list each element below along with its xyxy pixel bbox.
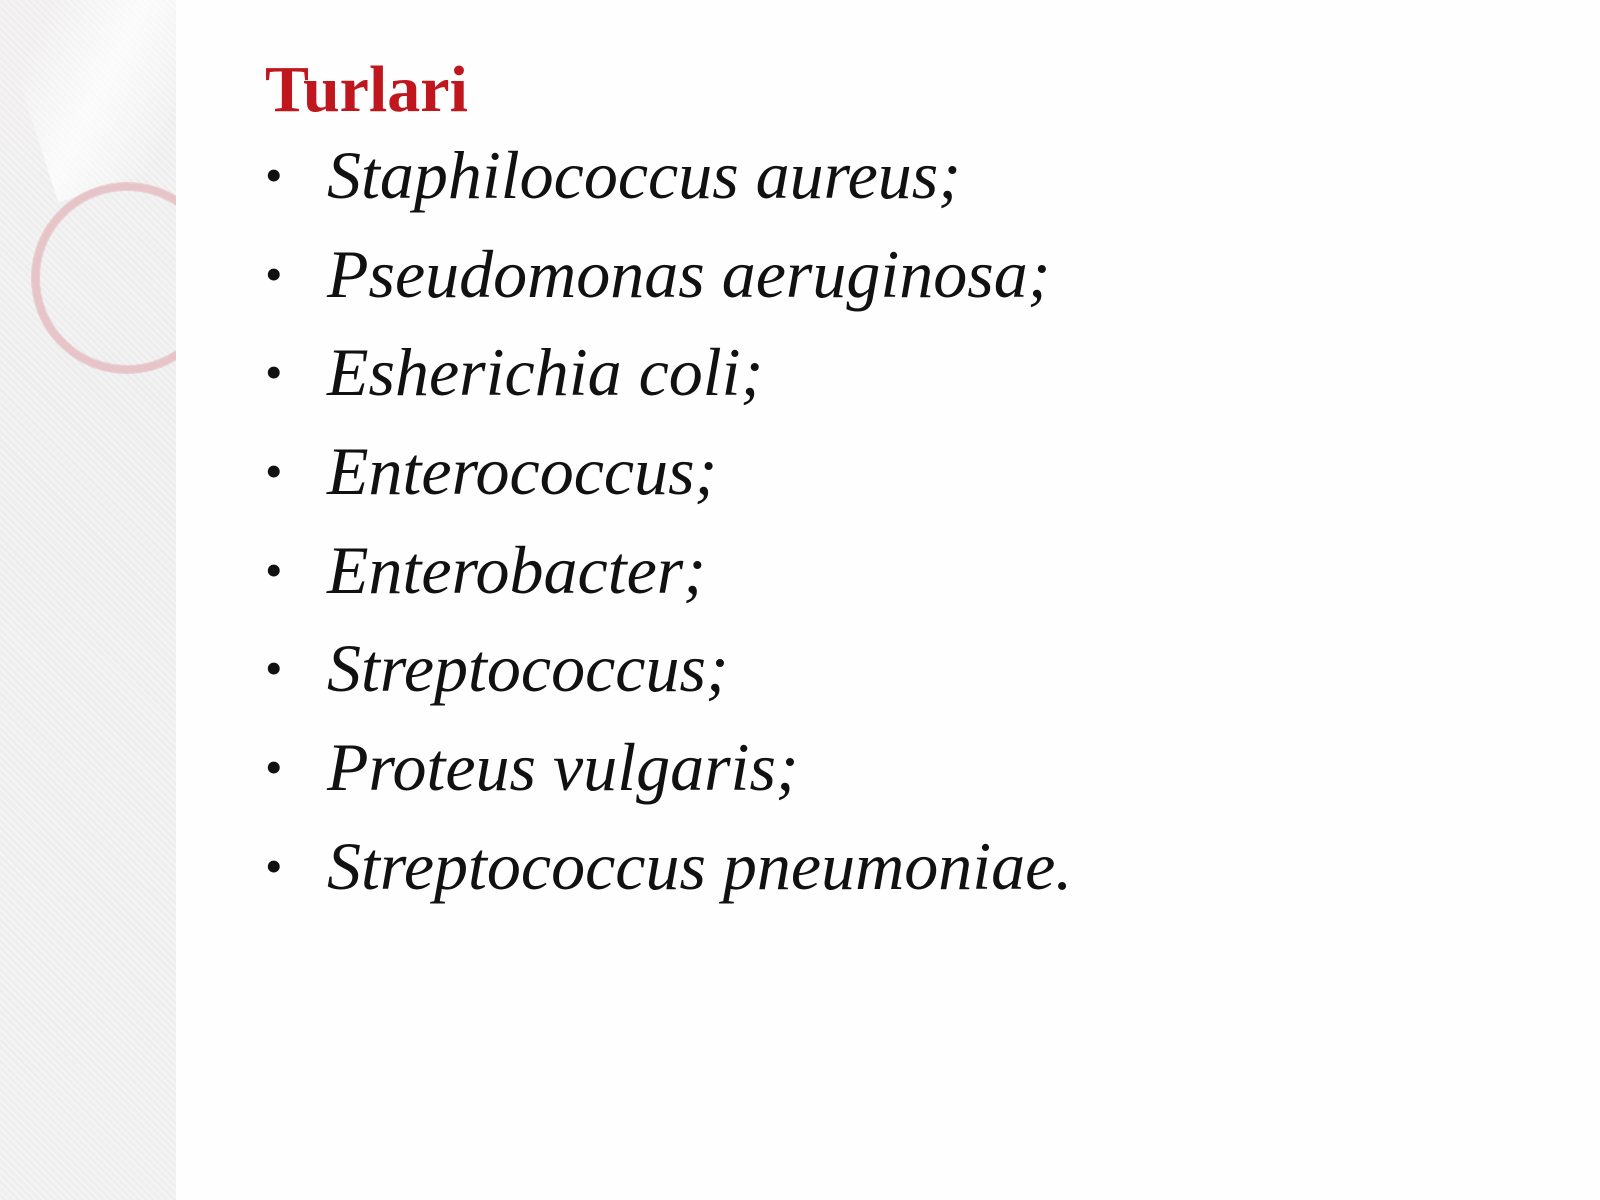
- bullet-icon: •: [265, 739, 283, 796]
- decorative-ring-clip: [0, 0, 176, 1200]
- list-item-text: Enterobacter;: [327, 531, 706, 608]
- list-item: [265, 728, 1515, 827]
- list-item-text: Streptococcus pneumoniae.: [327, 827, 1073, 904]
- list-item-text: Enterococcus;: [327, 433, 718, 510]
- list-item: [265, 136, 1515, 235]
- bullet-icon: •: [265, 541, 283, 598]
- bullet-icon: •: [265, 837, 283, 894]
- slide-content: [265, 48, 1515, 926]
- list-item: [265, 432, 1515, 531]
- bullet-icon: •: [265, 147, 283, 203]
- list-item: [265, 629, 1515, 728]
- list-item-text: Proteus vulgaris;: [327, 729, 799, 806]
- bullet-icon: •: [265, 344, 283, 401]
- bullet-list: [265, 136, 1515, 926]
- list-item: [265, 531, 1515, 630]
- list-item-text: Streptococcus;: [327, 630, 729, 707]
- list-item-text: Pseudomonas aeruginosa;: [327, 235, 1051, 312]
- bullet-icon: •: [265, 640, 283, 697]
- list-item: [265, 827, 1515, 926]
- list-item: [265, 235, 1515, 334]
- decorative-ring-icon: [32, 183, 176, 373]
- list-item-text: Staphilococcus aureus;: [327, 137, 961, 213]
- list-item-text: Esherichia coli;: [327, 334, 764, 411]
- list-item: [265, 333, 1515, 432]
- bullet-icon: •: [265, 443, 283, 500]
- bullet-icon: •: [265, 245, 283, 302]
- slide-title: Turlari: [265, 53, 468, 126]
